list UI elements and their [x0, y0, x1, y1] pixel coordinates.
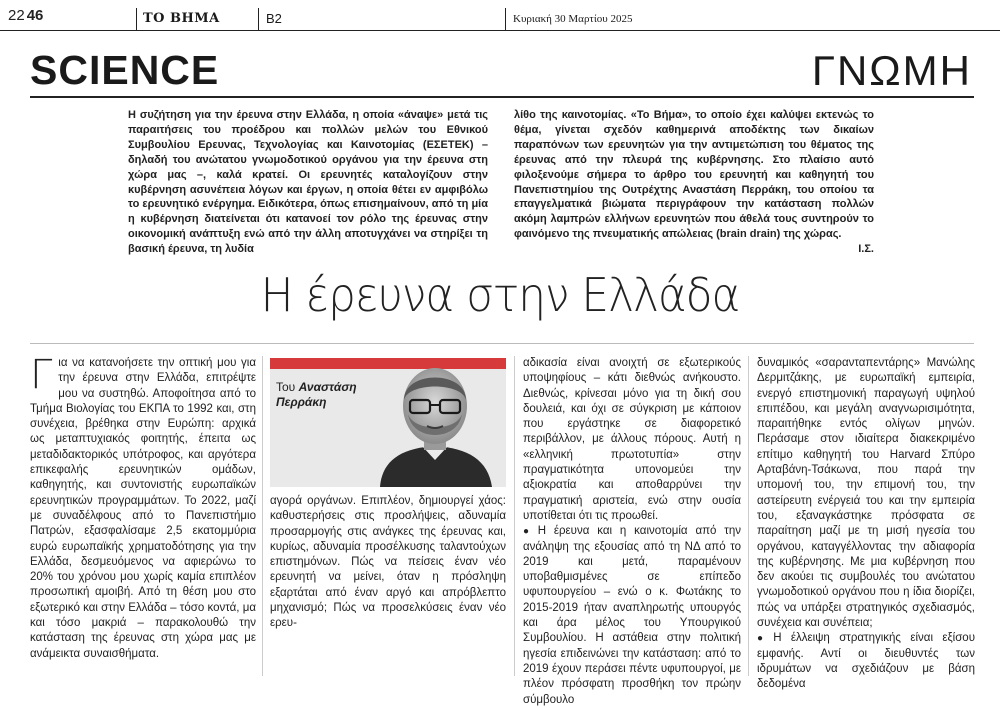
- headline-rule: [30, 343, 974, 344]
- column-4-paragraph: δυναμικός «σαρανταπεντάρης» Μανώλης Δερμιτζάκης, με ευρωπαϊκή εμπειρία, ενεργό επιστημονική παραγωγή υψηλού επιπέδου, και μεγάλη αναγνωρισιμότητα, παραιτήθηκε εντός ολίγων μηνών. Περάσαμε στον ιδιαίτερα διακεκριμένο επίτιμο καθηγητή του Harvard Σπύρο Αρταβάνη-Τσάκωνα, που παρά την υπομονή του, την επιμονή του, την αστείρευτη ενέργειά του και την εμπειρία του, εξαναγκάστηκε πρόσφατα σε παραίτηση μαζί με τη μισή ηγεσία του οργάνου, καταγγέλλοντας την αδιαφορία της κυβέρνησης. Με μια κυβέρνηση που δεν ακούει τις συμβουλές του ανώτατου γνωμοδοτικού οργάνου που η ίδια διορίζει, πώς να υπάρξει στρατηγικός σχεδιασμός, συνέχεια και συνέπεια;: [757, 357, 975, 630]
- header-divider: [136, 8, 137, 30]
- column-4-bullet-paragraph: ● Η έλλειψη στρατηγικής είναι εξίσου εμφανής. Αντί οι διευθυντές των ιδρυμάτων να σχεδιάζουν με βάση δεδομένα: [757, 631, 975, 692]
- article-column-3: [523, 356, 741, 708]
- column-2-text: αγορά οργάνων. Επιπλέον, δημιουργεί χάος: καθυστερήσεις στις προσλήψεις, αδυναμία προσαρμογής στις ανάγκες της έρευνας και, κυρίως, αδυναμία προσέλκυσης ταλαντούχων επιστημόνων. Πώς να πείσεις έναν νέο ερευνητή να μείνει, όταν η πρόσληψη εξαρτάται από έναν αργό και απρόβλεπτο μηχανισμό; Πώς να προσελκύσεις έναν νέο ερευ-: [270, 495, 506, 630]
- page-number: [8, 7, 43, 24]
- editor-initials: Ι.Σ.: [858, 243, 874, 256]
- article-headline: Η έρευνα στην Ελλάδα: [260, 268, 740, 322]
- article-column-2: [270, 494, 506, 632]
- issue-date: Κυριακή 30 Μαρτίου 2025: [513, 13, 633, 25]
- column-3-paragraph: αδικασία είναι ανοιχτή σε εξωτερικούς υποψηφίους – κάτι διεθνώς ανήκουστο. Διεθνώς, κρίνεσαι μόνο για τη δική σου δουλειά, και όχι σε σύγκριση με κάποιον που εργάστηκε σε διαφορετικό περιβάλλον, με άλλους πόρους. Αυτή η «ελληνική πρωτοτυπία» στην πραγματικότητα υπονομεύει την αξιοκρατία και αποθαρρύνει την πραγματική αριστεία, ενώ στην ουσία υποτίθεται ότι τις προωθεί.: [523, 357, 741, 522]
- byline-prefix: Του: [276, 380, 296, 394]
- header-divider: [258, 8, 259, 30]
- header-divider: [505, 8, 506, 30]
- section-title: SCIENCE: [30, 47, 220, 93]
- column-1-text: ια να κατανοήσετε την οπτική μου για την έρευνα στην Ελλάδα, επιτρέψτε μου να συστηθώ. Αποφοίτησα από το Τμήμα Βιολογίας του ΕΚΠΑ το 1992 και, στη συνέχεια, βρέθηκα στην Ευρώπη: αρχικά ως μεταπτυχιακός φοιτητής, έπειτα ως μεταδιδακτορικός υπότροφος, και αργότερα επικεφαλής ερευνητικών ομάδων, καθηγητής, και συντονιστής ευρωπαϊκών ερευνητικών προγραμμάτων. Το 2022, μαζί με συναδέλφους από το Πανεπιστήμιο Πατρών, εξασφαλίσαμε 2,5 εκατομμύρια ευρώ ευρωπαϊκής χρηματοδότησης για την Ελλάδα, δεσμευόμενος να αφιερώνω το 20% του χρόνου μου χωρίς καμία επιπλέον προσωπική αμοιβή. Από τη θέση μου στο εξωτερικό και στην Ελλάδα – τόσο κοντά, μα και τόσο μακριά – παρακολουθώ την κατάσταση της έρευνας στη χώρα μας με ανάμεικτα συναισθήματα.: [30, 357, 256, 660]
- page-number-main: 46: [26, 7, 44, 24]
- intro-left-text: Η συζήτηση για την έρευνα στην Ελλάδα, η οποία «άναψε» μετά τις παραιτήσεις του προέδρου και πολλών μελών του Εθνικού Συμβουλίου Ερευνας, Τεχνολογίας και Καινοτομίας (ΕΣΕΤΕΚ) – δηλαδή του ανώτατου γνωμοδοτικού οργάνου για την έρευνα στη χώρα μας –, καλά κρατεί. Οι ερευνητές καταλογίζουν στην κυβέρνηση ασυνέπεια λόγων και έργων, η οποία θέτει εν αμφιβόλω το ερευνητικό ενέργημα. Ειδικότερα, όπως επισημαίνουν, από τη μία η κυβέρνηση διατείνεται ότι κατανοεί τον ρόλο της έρευνας στην οικονομική ανάπτυξη ενώ από την άλλη αποτυγχάνει να στηρίξει τη βασική έρευνα, τη λυδία: [128, 109, 488, 256]
- article-column-1: [30, 352, 256, 662]
- byline: [276, 380, 386, 410]
- intro-right-text: λίθο της καινοτομίας. «Το Βήμα», το οποίο έχει καλύψει εκτενώς το θέμα, γίνεται σχεδόν καθημερινά αποδέκτης των δικαίων παραπόνων των ερευνητών για την αντιμετώπιση του θέματος της έρευνας από την πλευρά της κυβέρνησης. Στο πλαίσιο αυτό φιλοξενούμε σήμερα το άρθρο του ερευνητή και καθηγητή του Πανεπιστημίου της Ουτρέχτης Αναστάση Περράκη, του οποίου τα επαγγελματικά βιώματα περιγράφουν την κατάσταση πολλών ακόμη λαμπρών ελλήνων ερευνητών που άθελά τους συντηρούν το φαινόμενο της πνευματικής απώλειας (brain drain) της χώρας.: [514, 109, 874, 241]
- author-portrait: [372, 356, 498, 487]
- column-divider: [262, 356, 263, 676]
- column-type: ΓΝΩΜΗ: [811, 47, 972, 94]
- column-3-bullet-paragraph: ● Η έρευνα και η καινοτομία από την ανάληψη της εξουσίας από τη ΝΔ από το 2019 και μετά, παραμένουν υποβαθμισμένες σε επίπεδο υφυπουργείου – ενώ ο κ. Φωτάκης το 2015-2019 ήταν αναπληρωτής υπουργός και άρα μέλος του Υπουργικού Συμβουλίου. Η αστάθεια στην πολιτική ηγεσία επιδεινώνει την κατάσταση: από το 2019 έχουν περάσει πέντε υφυπουργοί, με πλέον πρόσφατη προσθήκη τον πρώην σύμβουλο: [523, 524, 741, 708]
- newspaper-name: ΤΟ ΒΗΜΑ: [143, 11, 220, 26]
- drop-cap: Γ: [30, 352, 53, 398]
- intro-right: [514, 108, 874, 257]
- column-divider: [514, 356, 515, 676]
- author-name: Αναστάση Περράκη: [276, 380, 357, 409]
- section-code: B2: [266, 11, 282, 26]
- page-number-prefix: 22: [8, 7, 25, 24]
- section-rule: [30, 96, 974, 98]
- column-divider: [748, 356, 749, 676]
- article-column-4: [757, 356, 975, 693]
- intro-left: [128, 108, 488, 257]
